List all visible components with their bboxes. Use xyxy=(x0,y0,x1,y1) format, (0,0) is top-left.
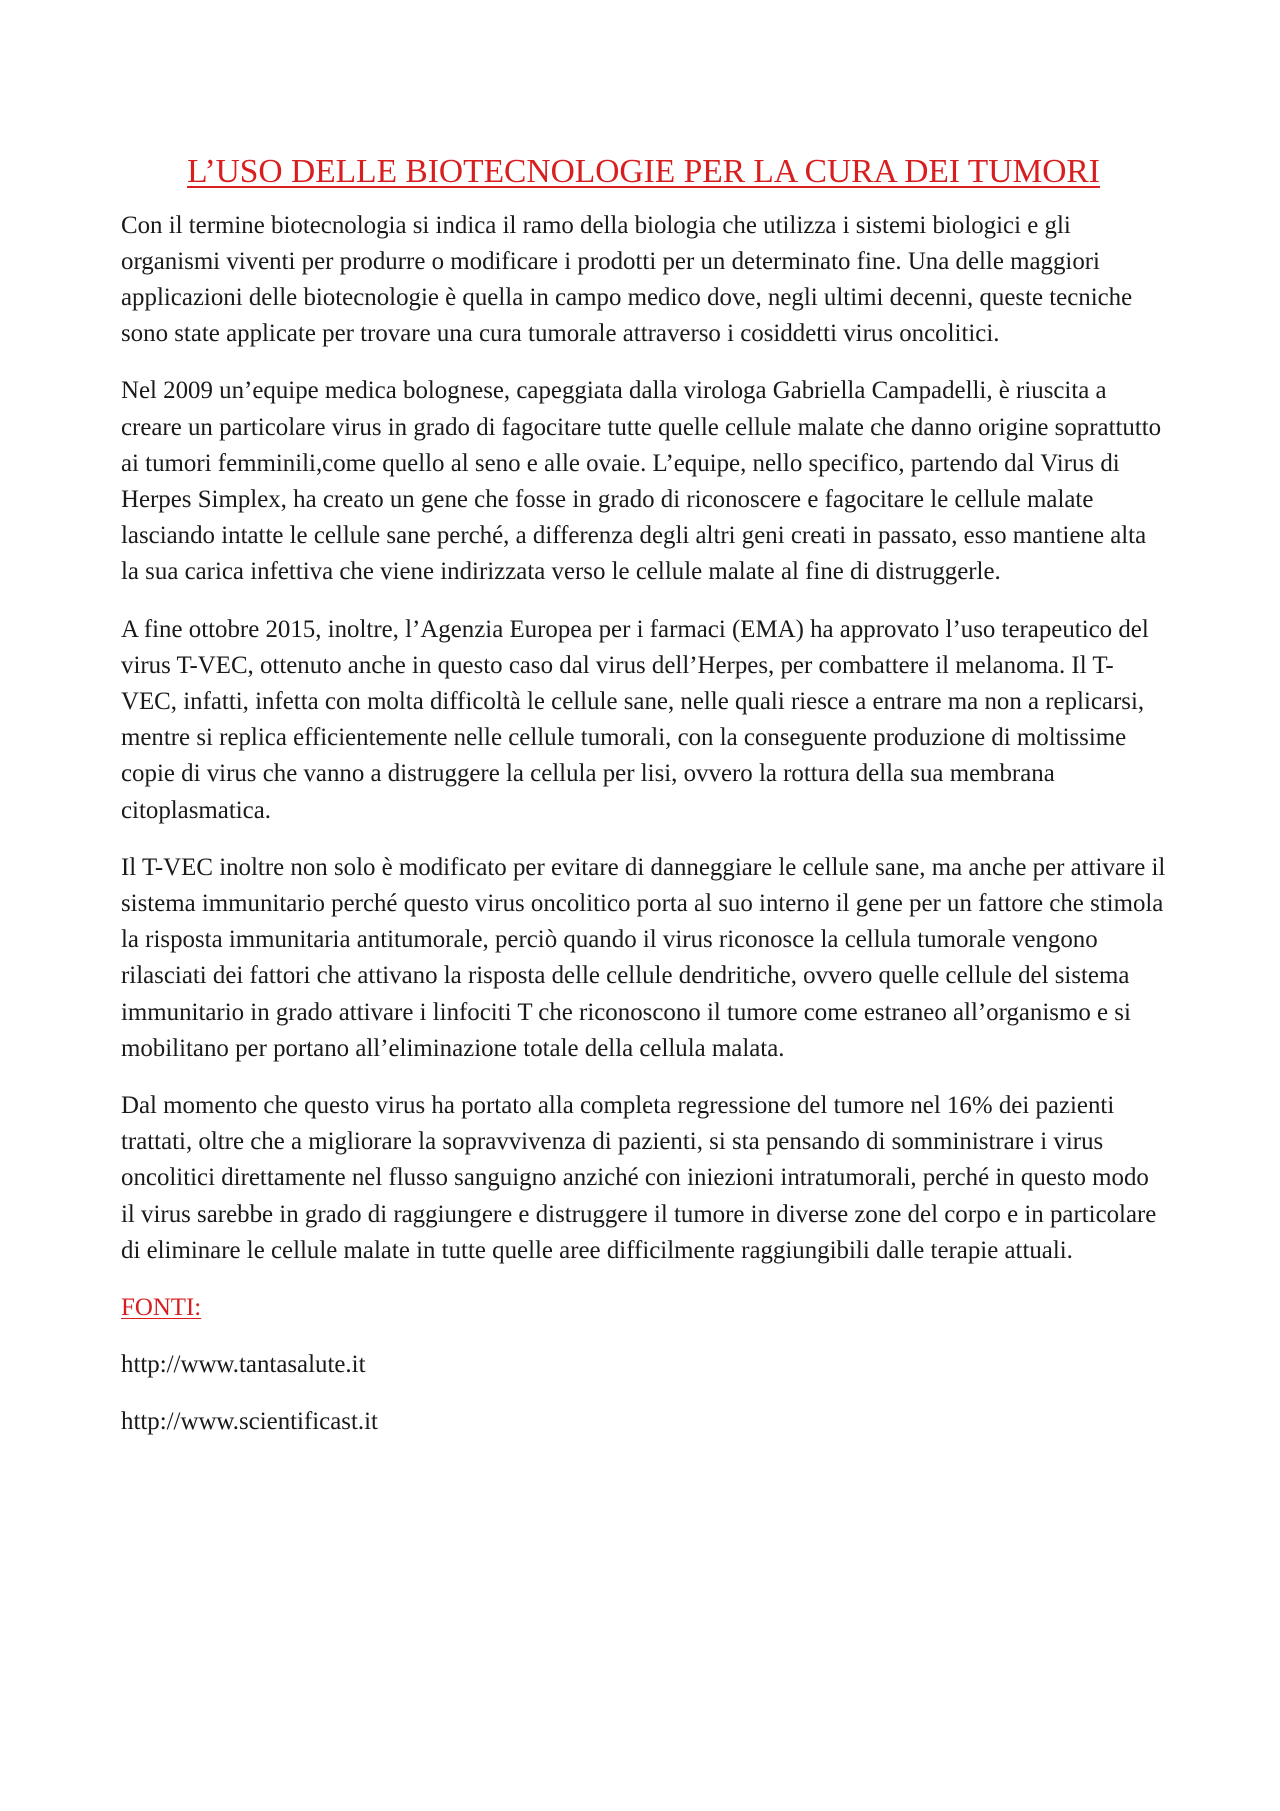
paragraph-future-therapy: Dal momento che questo virus ha portato alla completa regressione del tumore nel 16% dei pazienti trattati, oltre che a migliorare la sopravvivenza di pazienti, si sta pensando di somministrare i virus oncolitici direttamente nel flusso sanguigno anziché con iniezioni intratumorali, perché in questo modo il virus sarebbe in grado di raggiungere e distruggere il tumore in diverse zone del corpo e in particolare di eliminare le cellule malate in tutte quelle aree difficilmente raggiungibili dalle terapie attuali. xyxy=(121,1091,1157,1264)
paragraph-bologna-team: Nel 2009 un’equipe medica bolognese, capeggiata dalla virologa Gabriella Campadelli, è riuscita a creare un particolare virus in grado di fagocitare tutte quelle cellule malate che danno origine soprattutto ai tumori femminili,come quello al seno e alle ovaie. L’equipe, nello specifico, partendo dal Virus di Herpes Simplex, ha creato un gene che fosse in grado di riconoscere e fagocitare le cellule malate lasciando intatte le cellule sane perché, a differenza degli altri geni creati in passato, esso mantiene alta la sua carica infettiva che viene indirizzata verso le cellule malate al fine di distruggerle. xyxy=(121,377,1162,586)
source-link-scientificast: http://www.scientificast.it xyxy=(121,1408,378,1436)
sources-heading: FONTI: xyxy=(121,1294,202,1321)
document-title: L’USO DELLE BIOTECNOLOGIE PER LA CURA DEI TUMORI xyxy=(187,153,1100,190)
document-body xyxy=(121,153,1166,1462)
paragraph-tvec-approval: A fine ottobre 2015, inoltre, l’Agenzia Europea per i farmaci (EMA) ha approvato l’uso terapeutico del virus T-VEC, ottenuto anche in questo caso dal virus dell’Herpes, per combattere il melanoma. Il T-VEC, infatti, infetta con molta difficoltà le cellule sane, nelle quali riesce a entrare ma non a replicarsi, mentre si replica efficientemente nelle cellule tumorali, con la conseguente produzione di moltissime copie di virus che vanno a distruggere la cellula per lisi, ovvero la rottura della sua membrana citoplasmatica. xyxy=(121,615,1149,824)
source-link-tantasalute: http://www.tantasalute.it xyxy=(121,1351,366,1379)
paragraph-intro: Con il termine biotecnologia si indica il ramo della biologia che utilizza i sistemi biologici e gli organismi viventi per produrre o modificare i prodotti per un determinato fine. Una delle maggiori applicazioni delle biotecnologie è quella in campo medico dove, negli ultimi decenni, queste tecniche sono state applicate per trovare una cura tumorale attraverso i cosiddetti virus oncolitici. xyxy=(121,211,1133,348)
paragraph-immune-system: Il T-VEC inoltre non solo è modificato per evitare di danneggiare le cellule sane, ma anche per attivare il sistema immunitario perché questo virus oncolitico porta al suo interno il gene per un fattore che stimola la risposta immunitaria antitumorale, perciò quando il virus riconosce la cellula tumorale vengono rilasciati dei fattori che attivano la risposta delle cellule dendritiche, ovvero quelle cellule del sistema immunitario in grado attivare i linfociti T che riconoscono il tumore come estraneo all’organismo e si mobilitano per portano all’eliminazione totale della cellula malata. xyxy=(121,853,1166,1062)
